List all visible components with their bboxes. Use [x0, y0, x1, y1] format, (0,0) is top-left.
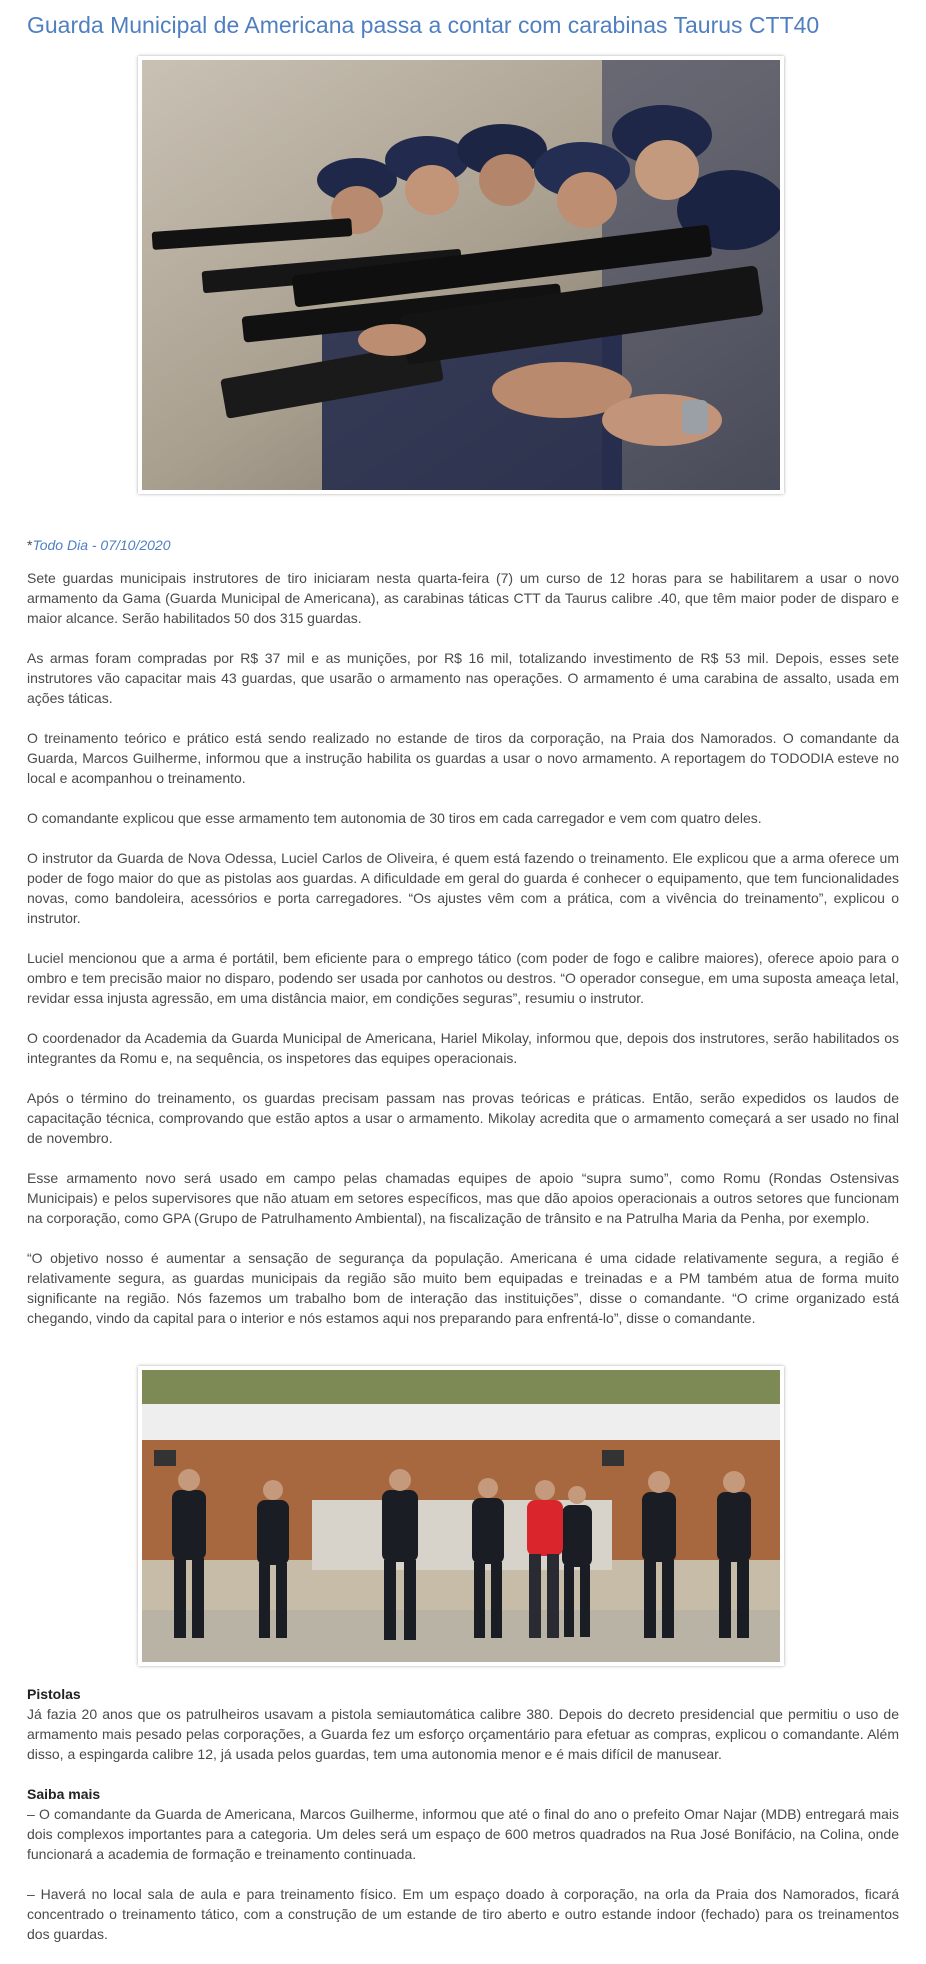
saiba-mais-item: – O comandante da Guarda de Americana, Marcos Guilherme, informou que até o final do ano o prefeito Omar Najar (MDB) entregará mais dois complexos importantes para a categoria. Um deles será um espaço de 600 metros quadrados na Rua José Bonifácio, na Colina, onde funcionará a academia de formação e treinamento continuada.: [27, 1806, 899, 1862]
article-credit: [27, 537, 170, 553]
article-sections: [27, 1684, 899, 1964]
section-saiba-mais: [27, 1784, 899, 1944]
photo-guards-aiming-carbines: [142, 60, 780, 490]
paragraph: O treinamento teórico e prático está sendo realizado no estande de tiros da corporação, na Praia dos Namorados. O comandante da Guarda, Marcos Guilherme, informou que a instrução habilita os guardas a usar o novo armamento. A reportagem do TODODIA esteve no local e acompanhou o treinamento.: [27, 730, 899, 786]
section-text-pistolas: Já fazia 20 anos que os patrulheiros usavam a pistola semiautomática calibre 380. Depois do decreto presidencial que permitiu o uso de armamento mais pesado pelas corporações, a Guarda fez um esforço orçamentário para efetuar as compras, explicou o comandante. Além disso, a espingarda calibre 12, já usada pelos guardas, tem uma autonomia menor e é mais difícil de manusear.: [27, 1706, 899, 1762]
paragraph: Luciel mencionou que a arma é portátil, bem eficiente para o emprego tático (com poder de fogo e calibre maiores), oferece apoio para o ombro e tem precisão maior no disparo, podendo ser usada por canhotos ou destros. “O operador consegue, em uma suposta ameaça letal, revidar essa injusta agressão, em uma distância maior, em condições seguras”, resumiu o instrutor.: [27, 950, 899, 1006]
paragraph: “O objetivo nosso é aumentar a sensação de segurança da população. Americana é uma cidade relativamente segura, a região é relativamente segura, as guardas municipais da região são muito bem equipadas e treinadas e a PM também atua de forma muito significante na região. Nós fazemos um trabalho bom de interação das instituições”, disse o comandante. “O crime organizado está chegando, vindo da capital para o interior e nós estamos aqui nos preparando para enfrentá-lo”, disse o comandante.: [27, 1250, 899, 1326]
section-heading-saiba-mais: Saiba mais: [27, 1786, 101, 1802]
article-body: [27, 568, 899, 1348]
paragraph: O coordenador da Academia da Guarda Municipal de Americana, Hariel Mikolay, informou que, depois dos instrutores, serão habilitados os integrantes da Romu e, na sequência, os inspetores das equipes operacionais.: [27, 1030, 899, 1066]
credit-star: *: [27, 537, 33, 553]
paragraph: O instrutor da Guarda de Nova Odessa, Luciel Carlos de Oliveira, é quem está fazendo o treinamento. Ele explicou que a arma oferece um poder de fogo maior do que as pistolas aos guardas. A dificuldade em geral do guarda é conhecer o equipamento, que tem funcionalidades novas, como bandoleira, acessórios e porta carregadores. “Os ajustes vêm com a prática, com a vivência do treinamento”, explicou o instrutor.: [27, 850, 899, 926]
section-heading-pistolas: Pistolas: [27, 1686, 81, 1702]
article-photo-carbine-training: [138, 56, 784, 494]
saiba-mais-item: – Haverá no local sala de aula e para treinamento físico. Em um espaço doado à corporação, na orla da Praia dos Namorados, ficará concentrado o treinamento tático, com a construção de um estande de tiro aberto e outro estande indoor (fechado) para os treinamentos dos guardas.: [27, 1886, 899, 1942]
paragraph: O comandante explicou que esse armamento tem autonomia de 30 tiros em cada carregador e vem com quatro deles.: [27, 810, 762, 826]
article-photo-guards-lineup: [138, 1366, 784, 1666]
paragraph: As armas foram compradas por R$ 37 mil e as munições, por R$ 16 mil, totalizando investimento de R$ 53 mil. Depois, esses sete instrutores vão capacitar mais 43 guardas, que usarão o armamento nas operações. O armamento é uma carabina de assalto, usada em ações táticas.: [27, 650, 899, 706]
credit-source-date: Todo Dia - 07/10/2020: [32, 537, 171, 553]
photo-guards-at-shooting-range: [142, 1370, 780, 1662]
paragraph: Após o término do treinamento, os guardas precisam passam nas provas teóricas e práticas. Então, serão expedidos os laudos de capacitação técnica, comprovando que estão aptos a usar o armamento. Mikolay acredita que o armamento começará a ser usado no final de novembro.: [27, 1090, 899, 1146]
paragraph: Sete guardas municipais instrutores de tiro iniciaram nesta quarta-feira (7) um curso de 12 horas para se habilitarem a usar o novo armamento da Gama (Guarda Municipal de Americana), as carabinas táticas CTT da Taurus calibre .40, que têm maior poder de disparo e maior alcance. Serão habilitados 50 dos 315 guardas.: [27, 570, 899, 626]
paragraph: Esse armamento novo será usado em campo pelas chamadas equipes de apoio “supra sumo”, como Romu (Rondas Ostensivas Municipais) e pelos supervisores que não atuam em setores específicos, mas que dão apoios operacionais a outros setores que funcionam na corporação, como GPA (Grupo de Patrulhamento Ambiental), na fiscalização de trânsito e na Patrulha Maria da Penha, por exemplo.: [27, 1170, 899, 1226]
article-title: Guarda Municipal de Americana passa a contar com carabinas Taurus CTT40: [27, 12, 820, 38]
section-pistolas: [27, 1684, 899, 1764]
